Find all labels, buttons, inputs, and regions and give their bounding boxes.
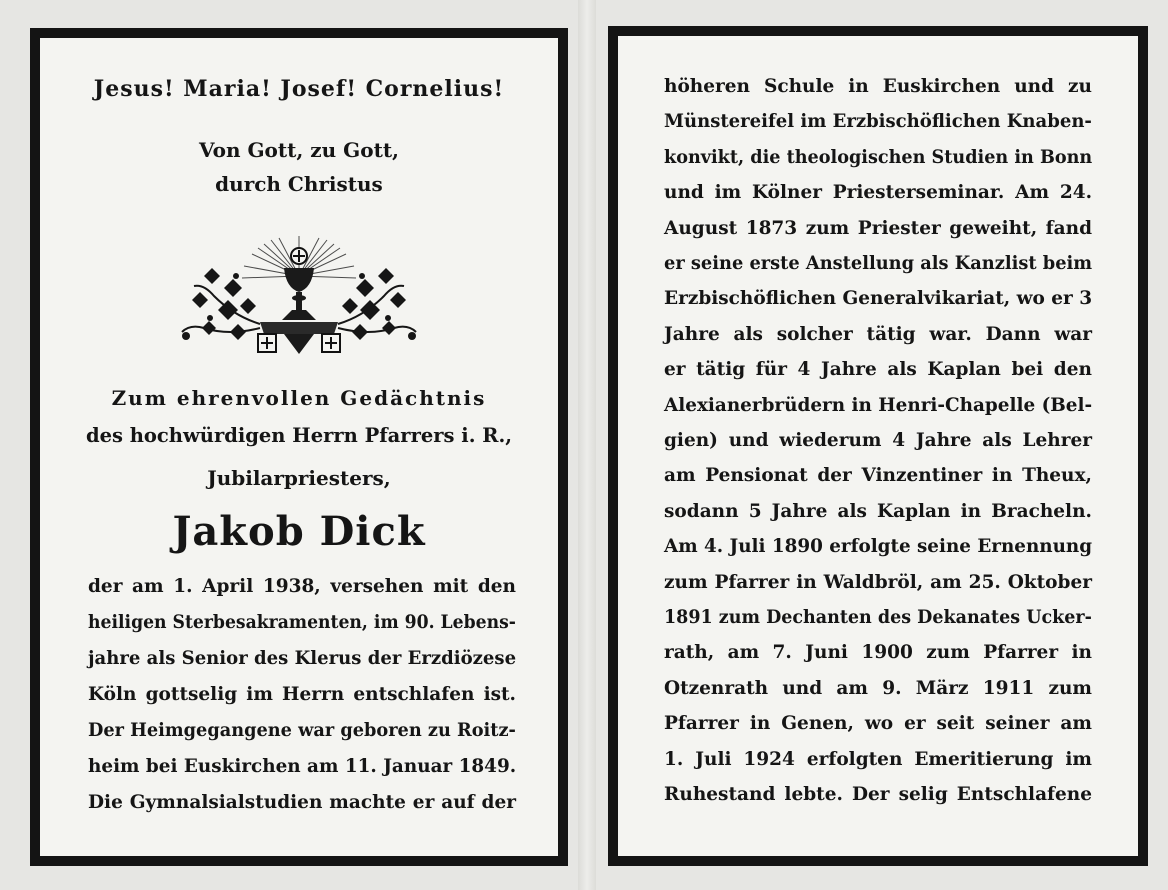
body-text-line — [664, 642, 1092, 663]
body-text-line — [664, 111, 1092, 132]
body-text-line — [664, 288, 1092, 309]
body-text-line — [664, 572, 1092, 593]
body-line-text: und im Kölner Priesterseminar. Am 24. — [664, 182, 1093, 204]
body-line-text: höheren Schule in Euskirchen und zu — [664, 76, 1092, 97]
body-text-line — [88, 648, 516, 669]
body-text-line — [664, 607, 1092, 628]
body-text-line — [664, 76, 1092, 97]
body-text-line — [664, 253, 1092, 274]
body-line-text: Köln gottselig im Herrn entschlafen ist. — [88, 684, 517, 705]
body-text-line — [88, 612, 516, 633]
body-text-line — [664, 465, 1092, 486]
memorial-line-2: des hochwürdigen Herrn Pfarrers i. R., — [85, 424, 513, 447]
memorial-line-1: Zum ehrenvollen Gedächtnis — [111, 386, 487, 410]
body-line-text: 1891 zum Dechanten des Dekanates Ucker- — [664, 607, 1092, 628]
body-text-line — [664, 395, 1092, 416]
body-line-text: Der Heimgegangene war geboren zu Roitz- — [88, 720, 516, 741]
body-text-line — [664, 182, 1092, 203]
body-text-line — [664, 536, 1092, 557]
body-line-text: Die Gymnalsialstudien machte er auf der — [88, 792, 516, 813]
body-line-text: sodann 5 Jahre als Kaplan in Bracheln. — [664, 500, 1092, 522]
body-text-line — [88, 576, 516, 597]
memorial-line-3: Jubilarpriesters, — [207, 466, 391, 490]
motto-line-2: durch Christus — [215, 172, 383, 196]
body-text-line — [664, 147, 1092, 168]
body-text-line — [664, 218, 1092, 239]
body-text-line — [664, 430, 1092, 451]
body-line-text: Jahre als solcher tätig war. Dann war — [664, 323, 1092, 345]
body-line-text: August 1873 zum Priester geweiht, fand — [664, 217, 1093, 239]
deceased-name: Jakob Dick — [172, 508, 426, 555]
body-text-line — [664, 678, 1092, 699]
body-line-text: 1. Juli 1924 erfolgten Emeritierung im — [664, 748, 1093, 770]
body-line-text: jahre als Senior des Klerus der Erzdiözese — [88, 648, 517, 669]
motto-line-1: Von Gott, zu Gott, — [198, 138, 400, 162]
body-text-line — [664, 749, 1092, 770]
body-line-text: zum Pfarrer in Waldbröl, am 25. Oktober — [664, 571, 1092, 593]
body-text-line — [88, 720, 516, 741]
body-text-line — [664, 501, 1092, 522]
body-text-line — [664, 784, 1092, 805]
body-line-text: Otzenrath und am 9. März 1911 zum — [664, 677, 1093, 699]
body-line-text: gien) und wiederum 4 Jahre als Lehrer — [664, 430, 1092, 451]
body-line-text: Alexianerbrüdern in Henri-Chapelle (Bel- — [664, 394, 1093, 416]
body-text-line — [664, 713, 1092, 734]
body-line-text: heiligen Sterbesakramenten, im 90. Lebens- — [88, 612, 516, 633]
body-line-text: er seine erste Anstellung als Kanzlist beim — [664, 253, 1093, 274]
card-fold — [578, 0, 596, 890]
body-line-text: Ruhestand lebte. Der selig Entschlafene — [664, 784, 1092, 805]
body-line-text: Erzbischöflichen Generalvikariat, wo er 3 — [664, 288, 1093, 310]
body-line-text: Am 4. Juli 1890 erfolgte seine Ernennung — [664, 536, 1093, 558]
body-line-text: er tätig für 4 Jahre als Kaplan bei den — [664, 359, 1092, 381]
body-line-text: rath, am 7. Juni 1900 zum Pfarrer in — [664, 642, 1092, 664]
body-text-line — [664, 359, 1092, 380]
body-text-line — [88, 756, 516, 777]
body-line-text: der am 1. April 1938, versehen mit den — [88, 576, 516, 597]
body-line-text: heim bei Euskirchen am 11. Januar 1849. — [88, 756, 517, 777]
invocation-heading: Jesus! Maria! Josef! Cornelius! — [93, 76, 505, 102]
body-text-line — [664, 324, 1092, 345]
body-line-text: am Pensionat der Vinzentiner in Theux, — [664, 465, 1092, 487]
body-line-text: Pfarrer in Genen, wo er seit seiner am — [664, 713, 1092, 735]
body-text-line — [88, 792, 516, 813]
chalice-with-vines-icon — [174, 236, 424, 358]
body-line-text: Münstereifel im Erzbischöflichen Knaben- — [664, 111, 1092, 133]
body-line-text: konvikt, die theologischen Studien in Bonn — [664, 146, 1093, 168]
body-text-line — [88, 684, 516, 705]
